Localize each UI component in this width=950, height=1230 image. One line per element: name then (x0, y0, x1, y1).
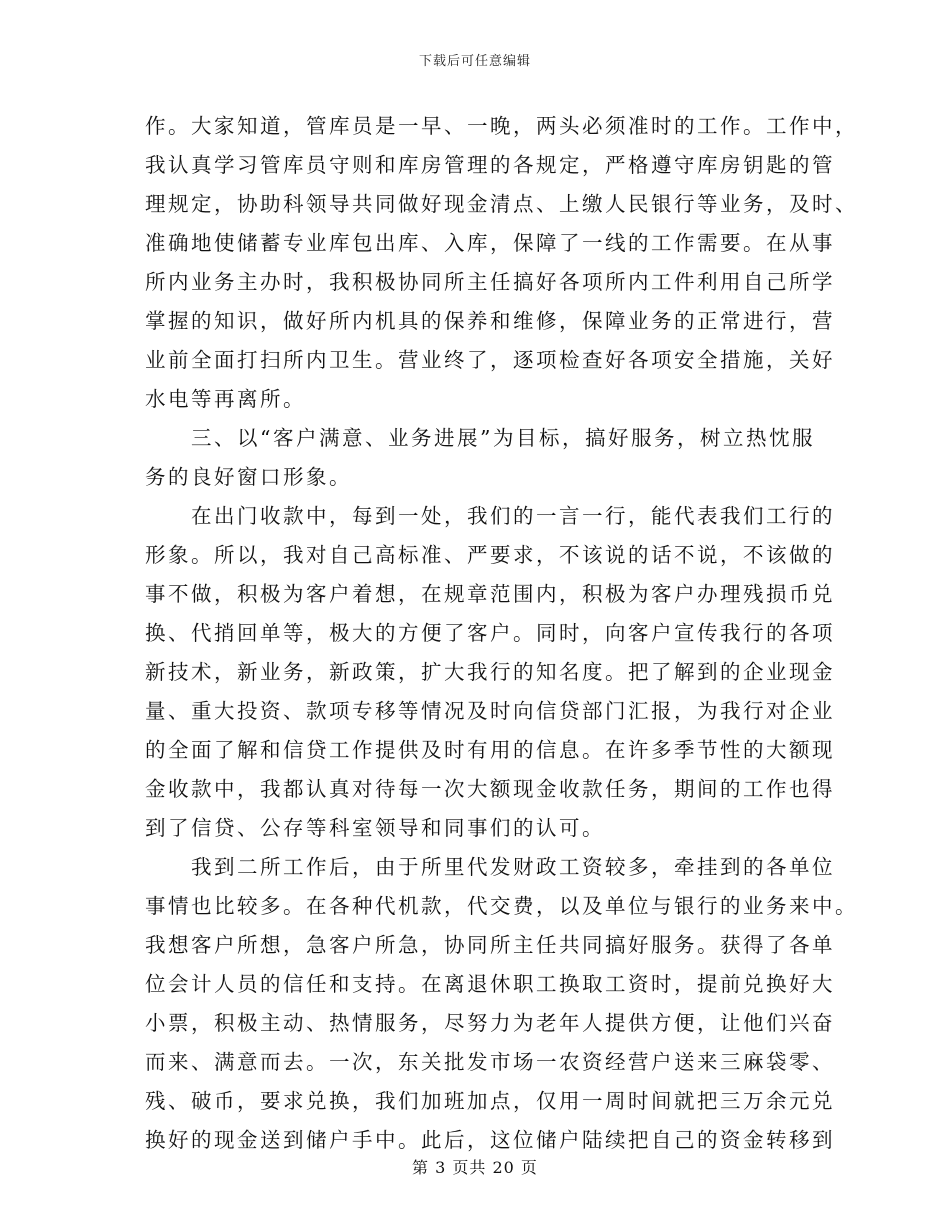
text-line: 残、破币，要求兑换，我们加班加点，仅用一周时间就把三万余元兑 (145, 1089, 835, 1113)
text-line: 形象。所以，我对自己高标准、严要求，不该说的话不说，不该做的 (145, 543, 835, 567)
text-line: 在出门收款中，每到一处，我们的一言一行，能代表我们工行的 (145, 504, 835, 528)
text-line: 理规定，协助科领导共同做好现金清点、上缴人民银行等业务，及时、 (145, 192, 858, 216)
section-heading-line: 务的良好窗口形象。 (145, 465, 352, 489)
page-header: 下载后可任意编辑 (418, 54, 531, 69)
text-line: 掌握的知识，做好所内机具的保养和维修，保障业务的正常进行，营 (145, 309, 835, 333)
text-line: 换好的现金送到储户手中。此后，这位储户陆续把自己的资金转移到 (145, 1128, 835, 1152)
text-line: 事情也比较多。在各种代机款，代交费，以及单位与银行的业务来中。 (145, 894, 858, 918)
section-heading-line: 三、以“客户满意、业务进展”为目标，搞好服务，树立热忱服 (145, 426, 815, 450)
text-line: 量、重大投资、款项专移等情况及时向信贷部门汇报，为我行对企业 (145, 699, 835, 723)
text-line: 到了信贷、公存等科室领导和同事们的认可。 (145, 816, 605, 840)
text-line: 准确地使储蓄专业库包出库、入库，保障了一线的工作需要。在从事 (145, 231, 835, 255)
text-line: 水电等再离所。 (145, 387, 306, 411)
text-line: 位会计人员的信任和支持。在离退休职工换取工资时，提前兑换好大 (145, 972, 835, 996)
text-line: 新技术，新业务，新政策，扩大我行的知名度。把了解到的企业现金 (145, 660, 835, 684)
text-line: 小票，积极主动、热情服务，尽努力为老年人提供方便，让他们兴奋 (145, 1011, 835, 1035)
text-line: 事不做，积极为客户着想，在规章范围内，积极为客户办理残损币兑 (145, 582, 835, 606)
page-number: 第 3 页共 20 页 (412, 1158, 538, 1177)
text-line: 业前全面打扫所内卫生。营业终了，逐项检查好各项安全措施，关好 (145, 348, 835, 372)
text-line: 所内业务主办时，我积极协同所主任搞好各项所内工件利用自己所学 (145, 270, 835, 294)
text-line: 的全面了解和信贷工作提供及时有用的信息。在许多季节性的大额现 (145, 738, 835, 762)
body-text (145, 107, 858, 1160)
text-line: 作。大家知道，管库员是一早、一晚，两头必须准时的工作。工作中， (145, 114, 858, 138)
text-line: 我到二所工作后，由于所里代发财政工资较多，牵挂到的各单位 (145, 855, 835, 879)
text-line: 换、代捎回单等，极大的方便了客户。同时，向客户宣传我行的各项 (145, 621, 835, 645)
text-line: 我认真学习管库员守则和库房管理的各规定，严格遵守库房钥匙的管 (145, 153, 835, 177)
text-line: 我想客户所想，急客户所急，协同所主任共同搞好服务。获得了各单 (145, 933, 835, 957)
text-line: 金收款中，我都认真对待每一次大额现金收款任务，期间的工作也得 (145, 777, 835, 801)
text-line: 而来、满意而去。一次，东关批发市场一农资经营户送来三麻袋零、 (145, 1050, 835, 1074)
